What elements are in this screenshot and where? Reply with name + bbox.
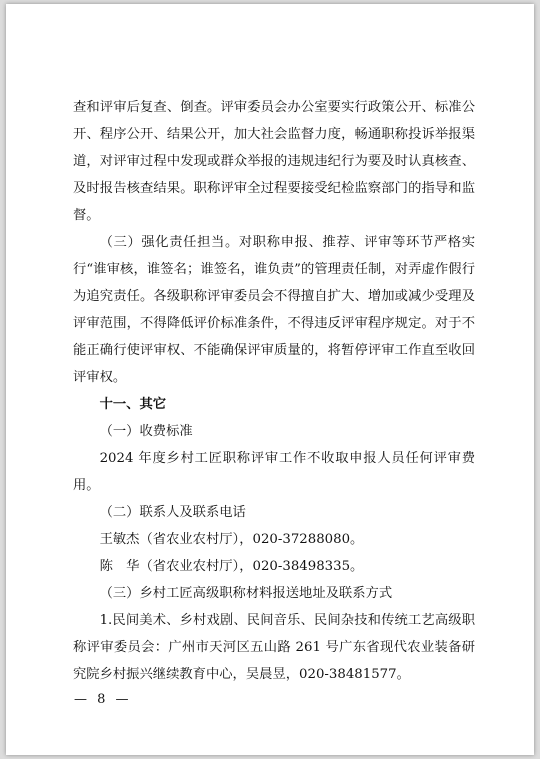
contact-person: 王敏杰（省农业农村厅），020-37288080。	[99, 532, 364, 547]
page-number: — 8 —	[74, 692, 132, 707]
paragraph-responsibility: （三）强化责任担当。对职称申报、推荐、评审等环节严格实行“谁审核，谁签名；谁签名，谁负责”的管理责任制，对弄虚作假行为追究责任。各级职称评审委员会不得擅自扩大、增加或减少受理及评审范围，不得降低评价标准条件，不得违反评审程序规定。对于不能正确行使评审权、不能确保评审质量的，将暂停评审工作直至收回评审权。	[73, 235, 475, 385]
document-body	[73, 94, 475, 688]
address-item: 1.民间美术、乡村戏剧、民间音乐、民间杂技和传统工艺高级职称评审委员会：广州市天河区五山路 261 号广东省现代农业装备研究院乡村振兴继续教育中心，吴晨昱，020-38481577。	[73, 613, 475, 682]
contacts-heading: （二）联系人及联系电话	[99, 505, 246, 520]
document-page	[6, 4, 534, 755]
contact-person: 陈 华（省农业农村厅），020-38498335。	[99, 559, 364, 574]
section-title: 十一、其它	[99, 397, 167, 412]
paragraph-supervision: 查和评审后复查、倒查。评审委员会办公室要实行政策公开、标准公开、程序公开、结果公开，加大社会监督力度，畅通职称投诉举报渠道，对评审过程中发现或群众举报的违规违纪行为要及时认真核查、及时报告核查结果。职称评审全过程要接受纪检监察部门的指导和监督。	[73, 100, 475, 223]
fee-text: 2024 年度乡村工匠职称评审工作不收取申报人员任何评审费用。	[73, 451, 475, 493]
address-heading: （三）乡村工匠高级职称材料报送地址及联系方式	[99, 586, 393, 601]
fee-heading: （一）收费标准	[99, 424, 193, 439]
